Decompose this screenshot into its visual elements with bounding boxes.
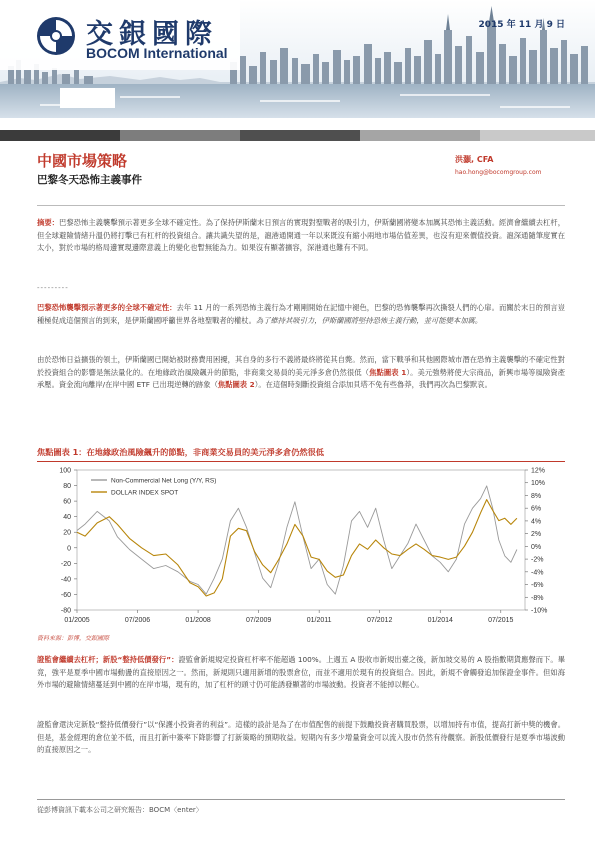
x-tick-label: 07/2009 (245, 617, 272, 624)
y-right-tick-label: 4% (531, 518, 542, 526)
chart-title-rule (37, 461, 565, 462)
focus-chart1-ref: 焦點圖表 1 (369, 367, 407, 377)
x-tick-label: 01/2014 (427, 617, 453, 624)
chart-title: 焦點圖表 1：在地緣政治風險飆升的節點，非商業交易員的美元淨多倉仍然很低 (37, 447, 324, 457)
divider-line (37, 205, 565, 206)
section3-text: 證監會新規規定投資杠杆率不能超過 100%。上週五 A 股收市新規出臺之後，新加坡交易的 A 股指數期貨應聲而下。畢竟，強平是夏季中國市場動盪的直接原因之一。然而，新規則只適用新增的股票倉位，而並不適用於現有的投資組合。因此，新規不會觸發追加保證金事件。但如海外市場的避險情緒蔓延到中國的在岸市場，現有的，加了杠杆的頭寸仍可能誘發顯著的市場波動。投資者不能掉以輕心。 (37, 655, 565, 690)
section4-paragraph (37, 719, 565, 757)
y-right-tick-label: 10% (531, 480, 546, 488)
section-divider: --------- (37, 284, 69, 292)
y-left-tick-label: -80 (60, 607, 71, 615)
y-right-tick-label: -4% (531, 569, 544, 577)
report-title: 中國市場策略 (37, 152, 128, 170)
dollar-index-chart (37, 464, 565, 626)
summary-text: 巴黎恐怖主義襲擊預示著更多全球不確定性。為了保持伊斯蘭末日預言的實現對聖戰者的吸引力，伊斯蘭國將變本加厲其恐怖主義活動。經濟會繼續去杠杆，但全球避險情緒升溫仍將打擊已有杠杆的投資組合。讓共識失望的是，滬港通開通一年以來既沒有縮小兩地市場估值差異，也沒有迎來價值投資。滬深通隨筆度實在太小，對於市場的格局邊實現邊際意義上的變化也暫無能為力。如果沒有顯著擴容，深港通也難有不同。 (37, 218, 566, 253)
x-tick-label: 01/2005 (64, 617, 90, 624)
y-right-tick-label: -2% (531, 556, 544, 564)
section2-text3: ）。在這個時刻斷投資組合添加貝塔不免有些魯莽，我們再次為巴黎默哀。 (254, 380, 492, 390)
x-tick-label: 07/2012 (367, 617, 393, 624)
logo-english-name: BOCOM International (86, 45, 228, 61)
section4-text: 證監會還決定新股“整持低價發行”以“保護小投資者的利益”。這樣的設計是為了在市值配售的前提下鼓勵投資者購買股票，以增加持有市值，提高打新中獎的機會。但是，基金經理的倉位並不低，而且打新中簽率下降影響了打新策略的預期收益。短期內有多少增量資金可以流入股市仍然有待觀察。新股低價發行是夏季市場波動的直接原因之一。 (37, 720, 565, 755)
y-left-tick-label: 20 (63, 529, 71, 537)
report-subtitle: 巴黎冬天恐怖主義事件 (37, 174, 142, 186)
report-date: 2015 年 11 月 9 日 (478, 20, 565, 30)
y-right-tick-label: 2% (531, 531, 542, 539)
y-right-tick-label: -6% (531, 582, 544, 590)
section2-text1: 由於恐怖日益擴張的領土，伊斯蘭國已開始被財務費用困擾，其自身的多行不義將最終將從其自斃。然而，當下戰爭和其他國際城市潛在恐怖主義襲擊的不確定性對於投資組合的影響是無法量化的。在地緣政治風險飆升的節點，非商業交易員的美元淨多倉仍然很低（ (37, 355, 565, 377)
author-name: 洪灝, CFA (455, 155, 494, 164)
summary-paragraph (37, 217, 565, 255)
section1-paragraph (37, 302, 565, 327)
y-left-tick-label: -40 (60, 576, 71, 584)
y-right-tick-label: -8% (531, 594, 544, 602)
section2-text2: ）。美元強勢將使大宗商品，新興市場等風險資產承壓。資金流向離岸/在岸中國 ETF 已出現逆轉的跡象（ (37, 367, 565, 390)
y-left-tick-label: 40 (63, 514, 71, 522)
summary-lead: 摘要： (37, 218, 60, 227)
x-tick-label: 01/2008 (185, 617, 211, 624)
y-left-tick-label: 80 (63, 483, 71, 491)
author-email-link[interactable]: hao.hong@bocomgroup.com (455, 169, 542, 176)
bocom-logo-icon (36, 16, 76, 56)
header-band (0, 130, 595, 141)
logo-chinese-name: 交銀國際 (86, 19, 218, 50)
section1-lead: 巴黎恐怖襲擊預示著更多的全球不確定性： (37, 303, 177, 312)
focus-chart2-ref: 焦點圖表 2 (217, 380, 255, 390)
legend-label-2: DOLLAR INDEX SPOT (111, 489, 179, 497)
section1-italic: 為了維持其吸引力，伊斯蘭國將堅持恐怖主義行動，並可能變本加厲。 (255, 315, 483, 325)
y-right-tick-label: 6% (531, 505, 542, 513)
page-header (0, 0, 595, 118)
section3-lead: 證監會繼續去杠杆；新股“整持低價發行”： (37, 655, 179, 664)
y-left-tick-label: 0 (67, 545, 71, 553)
y-left-tick-label: 100 (59, 467, 71, 475)
x-tick-label: 01/2011 (306, 617, 332, 624)
section3-paragraph (37, 654, 565, 692)
y-right-tick-label: 0% (531, 543, 542, 551)
chart-source: 資料來源：彭博，交銀國際 (37, 635, 110, 642)
x-tick-label: 07/2015 (488, 617, 514, 624)
x-tick-label: 07/2006 (124, 617, 151, 624)
footer-text: 從彭博資訊下載本公司之研究報告：BOCM〈enter〉 (37, 806, 203, 814)
series-line-2 (77, 500, 517, 596)
y-left-tick-label: -20 (60, 560, 71, 568)
section1-text: 去年 11 月的一系列恐怖主義行為才剛剛開始在記憶中褪色，巴黎的恐怖襲擊再次撕裂人們的心扉。而關於末日的預言豈種極促成這個預言的到來，是伊斯蘭國呼籲世界各地聖戰者的權杖。 (37, 303, 566, 325)
footer-rule (37, 799, 565, 800)
section2-paragraph (37, 354, 565, 392)
y-left-tick-label: -60 (60, 591, 71, 599)
y-right-tick-label: 12% (531, 467, 546, 475)
series-line-1 (77, 486, 517, 594)
y-right-tick-label: 8% (531, 492, 542, 500)
legend-label-1: Non-Commercial Net Long (Y/Y, RS) (111, 477, 217, 485)
y-right-tick-label: -10% (531, 607, 548, 615)
y-left-tick-label: 60 (63, 498, 71, 506)
